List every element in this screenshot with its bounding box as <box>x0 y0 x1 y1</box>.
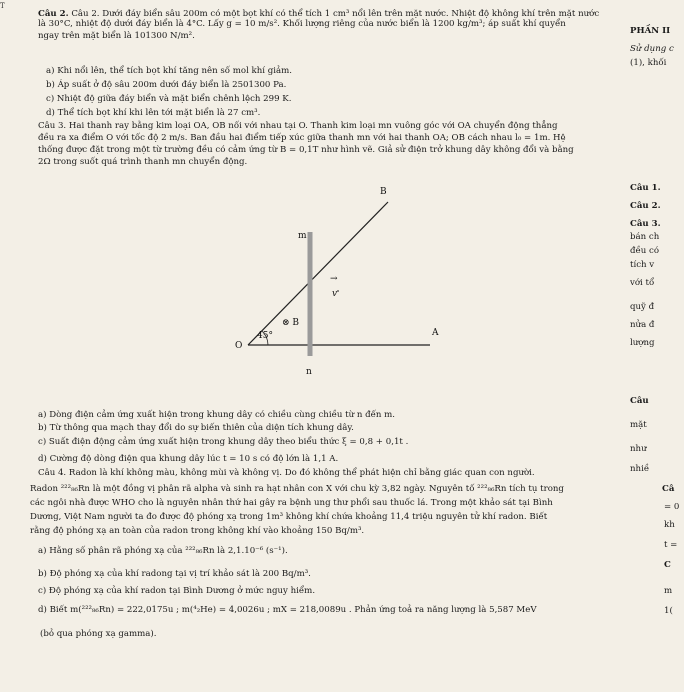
label-b: B <box>380 187 387 197</box>
right-fragment: đều có <box>630 246 660 256</box>
q3-line-1: Câu 3. Hai thanh ray bằng kim loại OA, OB nối với nhau tại O. Thanh kim loại mn vuông góc với OA chuyển động thẳng <box>38 121 558 131</box>
q4-line-1: Câu 4. Radon là khí không màu, không mùi và không vị. Do đó không thể phát hiện chỉ bằng giác quan con người. <box>38 468 535 478</box>
label-b-vector: ⊗ B <box>282 318 300 328</box>
q4-statement-d: d) Biết m(²²²₈₆Rn) = 222,0175u ; m(⁴₂He) = 4,0026u ; mX = 218,0089u . Phản ứng toả ra năng lượng là 5,587 MeV <box>38 605 537 615</box>
right-fragment: = 0 <box>664 502 680 512</box>
q2-line-1: Câu 2. Câu 2. Dưới đáy biển sâu 200m có một bọt khí có thể tích 1 cm³ nổi lên trên mặt nước. Nhiệt độ không khí trên mặt nước <box>38 9 600 19</box>
label-o: O <box>235 341 243 351</box>
label-n: n <box>306 367 312 377</box>
q2-statement-a: a) Khi nổi lên, thể tích bọt khí tăng nên số mol khí giảm. <box>46 66 293 76</box>
q4-line-5: rằng độ phóng xạ an toàn của radon trong không khí vào khoảng 150 Bq/m³. <box>30 526 365 536</box>
right-fragment: (1), khối <box>630 58 667 68</box>
right-fragment: t = <box>664 540 678 550</box>
q4-statement-b: b) Độ phóng xạ của khí radong tại vị trí khảo sát là 200 Bq/m³. <box>38 569 311 579</box>
right-fragment: 1( <box>664 606 673 616</box>
q3-statement-c: c) Suất điện động cảm ứng xuất hiện trong khung dây theo biểu thức ξ = 0,8 + 0,1t . <box>38 437 409 447</box>
q3-statement-b: b) Từ thông qua mạch thay đổi do sự biến thiên của diện tích khung dây. <box>38 423 354 433</box>
q4-statement-a: a) Hằng số phân rã phóng xạ của ²²²₈₆Rn là 2,1.10⁻⁶ (s⁻¹). <box>38 546 288 556</box>
right-fragment: m <box>664 586 673 596</box>
right-fragment: quỹ đ <box>630 302 655 312</box>
q3-statement-a: a) Dòng điện cảm ứng xuất hiện trong khung dây có chiều cùng chiều từ n đến m. <box>38 410 396 420</box>
right-fragment: bán ch <box>630 232 660 242</box>
q4-line-4: Dương, Việt Nam người ta đo được độ phóng xạ trong 1m³ không khí chứa khoảng 11,4 triệu nguyên tử khí radon. Biết <box>30 512 548 522</box>
q4-line-3: các ngôi nhà được WHO cho là nguyên nhân thứ hai gây ra bệnh ung thư phổi sau thuốc lá. Trong một khảo sát tại Bình <box>30 498 553 508</box>
right-fragment: Câu 1. <box>630 183 661 193</box>
right-fragment: Câu 3. <box>630 219 661 229</box>
q2-line-2: là 30°C, nhiệt độ dưới đáy biển là 4°C. Lấy g = 10 m/s². Khối lượng riêng của nước biển là 1200 kg/m³; áp suất khí quyển <box>38 19 566 29</box>
q2-statement-c: c) Nhiệt độ giữa đáy biển và mặt biển chênh lệch 299 K. <box>46 94 292 104</box>
right-fragment: Sử dụng c <box>630 44 674 54</box>
q3-line-3: thống được đặt trong một từ trường đều có cảm ứng từ B = 0,1T như hình vẽ. Giả sử điện trở khung dây không đổi và bằng <box>38 145 574 155</box>
right-part-title: PHẦN II <box>630 26 671 36</box>
q4-note: (bỏ qua phóng xạ gamma). <box>40 629 157 639</box>
label-m: m <box>298 231 307 241</box>
right-fragment: Câu <box>630 396 649 406</box>
label-angle: 45° <box>257 331 273 341</box>
q3-line-2: đều ra xa điểm O với tốc độ 2 m/s. Ban đầu hai điểm tiếp xúc giữa thanh mn với hai thanh OA; OB cách nhau l₀ = 1m. Hệ <box>38 133 566 143</box>
q3-statement-d: d) Cường độ dòng điện qua khung dây lúc t = 10 s có độ lớn là 1,1 A. <box>38 454 339 464</box>
right-fragment: tích v <box>630 260 655 270</box>
label-a: A <box>432 328 439 338</box>
right-fragment: với tổ <box>630 278 655 288</box>
right-fragment: C <box>664 560 671 570</box>
rail-diagram <box>230 180 470 385</box>
right-fragment: Câu 2. <box>630 201 661 211</box>
q2-line-3: ngay trên mặt biển là 101300 N/m². <box>38 31 195 41</box>
q3-line-4: 2Ω trong suốt quá trình thanh mn chuyển động. <box>38 157 248 167</box>
q4-line-2: Radon ²²²₈₆Rn là một đồng vị phân rã alpha và sinh ra hạt nhân con X với chu kỳ 3,82 ngày. Nguyên tố ²²²₈₆Rn tích tụ trong <box>30 484 564 494</box>
rail-ob <box>248 202 388 345</box>
right-fragment: Câ <box>662 484 675 494</box>
arrow-icon: → <box>330 274 338 284</box>
q2-statement-b: b) Áp suất ở độ sâu 200m dưới đáy biển là 2501300 Pa. <box>46 80 287 90</box>
right-fragment: lượng <box>630 338 655 348</box>
right-fragment: kh <box>664 520 675 530</box>
right-fragment: như <box>630 444 647 454</box>
right-fragment: mặt <box>630 420 647 430</box>
label-v: v <box>332 289 338 299</box>
q4-statement-c: c) Độ phóng xạ của khí radon tại Bình Dương ở mức nguy hiểm. <box>38 586 316 596</box>
right-fragment: nửa đ <box>630 320 655 330</box>
q2-statement-d: d) Thể tích bọt khí khi lên tới mặt biển là 27 cm³. <box>46 108 261 118</box>
edge-fragment: T <box>0 2 5 10</box>
right-fragment: nhiề <box>630 464 650 474</box>
